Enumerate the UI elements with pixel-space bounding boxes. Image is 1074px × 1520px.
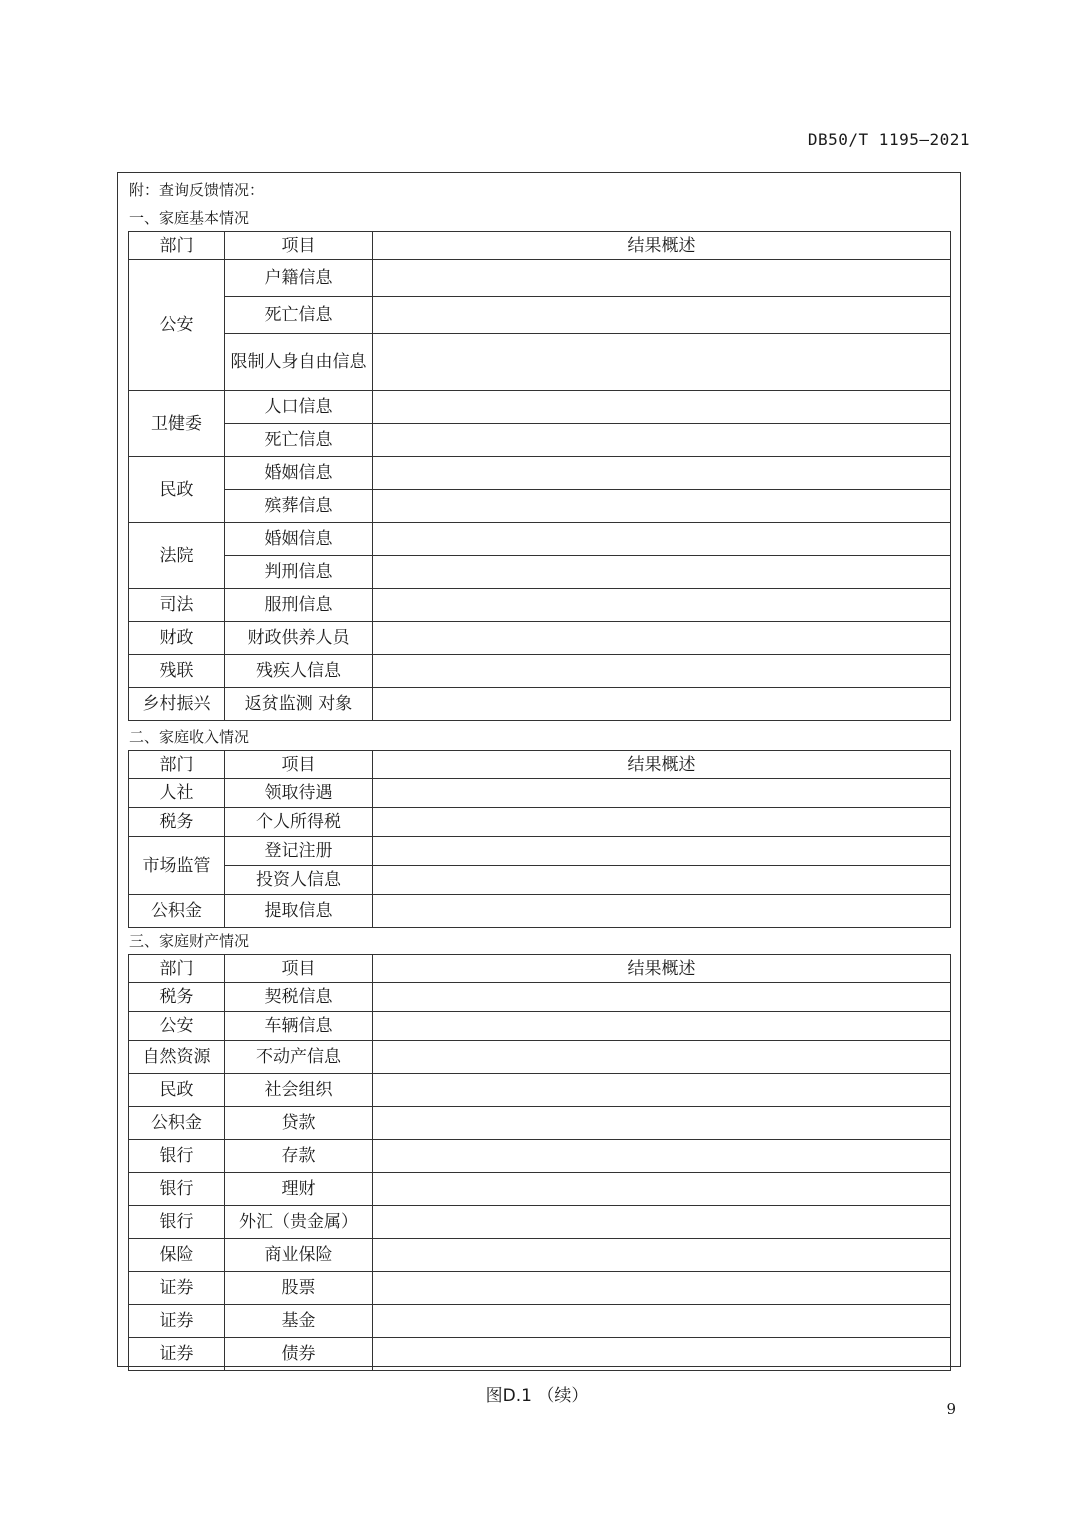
table-row xyxy=(129,589,951,622)
result-cell[interactable] xyxy=(373,490,951,523)
table-row xyxy=(129,1107,951,1140)
item-cell: 婚姻信息 xyxy=(225,523,373,556)
table-row xyxy=(129,1239,951,1272)
dept-cell: 银行 xyxy=(129,1173,225,1206)
table-row xyxy=(129,1206,951,1239)
dept-cell: 证券 xyxy=(129,1338,225,1371)
table-row xyxy=(129,457,951,490)
item-cell: 基金 xyxy=(225,1305,373,1338)
item-cell: 契税信息 xyxy=(225,983,373,1012)
dept-cell: 公安 xyxy=(129,1012,225,1041)
item-cell: 婚姻信息 xyxy=(225,457,373,490)
item-cell: 财政供养人员 xyxy=(225,622,373,655)
dept-cell: 民政 xyxy=(129,1074,225,1107)
table-row xyxy=(129,655,951,688)
section-title-income: 二、家庭收入情况 xyxy=(129,728,250,746)
item-cell: 服刑信息 xyxy=(225,589,373,622)
table-row xyxy=(129,1173,951,1206)
dept-cell: 卫健委 xyxy=(129,391,225,457)
item-cell: 判刑信息 xyxy=(225,556,373,589)
result-cell[interactable] xyxy=(373,983,951,1012)
item-cell: 债券 xyxy=(225,1338,373,1371)
result-cell[interactable] xyxy=(373,589,951,622)
table-row xyxy=(129,424,951,457)
standard-code: DB50/T 1195—2021 xyxy=(807,130,970,149)
table-row xyxy=(129,523,951,556)
item-cell: 商业保险 xyxy=(225,1239,373,1272)
table-row xyxy=(129,895,951,928)
dept-cell: 银行 xyxy=(129,1206,225,1239)
table-row xyxy=(129,391,951,424)
result-cell[interactable] xyxy=(373,1012,951,1041)
result-cell[interactable] xyxy=(373,837,951,866)
item-cell: 贷款 xyxy=(225,1107,373,1140)
dept-cell: 公安 xyxy=(129,260,225,391)
table-row xyxy=(129,1272,951,1305)
table-row xyxy=(129,1305,951,1338)
item-cell: 残疾人信息 xyxy=(225,655,373,688)
dept-cell: 司法 xyxy=(129,589,225,622)
result-cell[interactable] xyxy=(373,1239,951,1272)
dept-cell: 银行 xyxy=(129,1140,225,1173)
table-header-row xyxy=(129,955,951,983)
item-cell: 投资人信息 xyxy=(225,866,373,895)
result-cell[interactable] xyxy=(373,622,951,655)
dept-cell: 乡村振兴 xyxy=(129,688,225,721)
table-row xyxy=(129,556,951,589)
table-row xyxy=(129,1012,951,1041)
dept-cell: 市场监管 xyxy=(129,837,225,895)
table-row xyxy=(129,1074,951,1107)
result-cell[interactable] xyxy=(373,334,951,391)
table-header-row xyxy=(129,751,951,779)
dept-cell: 保险 xyxy=(129,1239,225,1272)
table-header-row xyxy=(129,232,951,260)
table-row xyxy=(129,1338,951,1371)
dept-cell: 税务 xyxy=(129,808,225,837)
attachment-title: 附：查询反馈情况： xyxy=(129,181,265,199)
result-cell[interactable] xyxy=(373,523,951,556)
item-cell: 限制人身自由信息 xyxy=(225,334,373,391)
result-cell[interactable] xyxy=(373,779,951,808)
item-cell: 死亡信息 xyxy=(225,297,373,334)
table-row xyxy=(129,1041,951,1074)
dept-cell: 法院 xyxy=(129,523,225,589)
result-cell[interactable] xyxy=(373,688,951,721)
result-cell[interactable] xyxy=(373,1206,951,1239)
dept-cell: 财政 xyxy=(129,622,225,655)
item-cell: 不动产信息 xyxy=(225,1041,373,1074)
item-cell: 个人所得税 xyxy=(225,808,373,837)
result-cell[interactable] xyxy=(373,866,951,895)
item-cell: 登记注册 xyxy=(225,837,373,866)
item-cell: 存款 xyxy=(225,1140,373,1173)
item-cell: 户籍信息 xyxy=(225,260,373,297)
page-number: 9 xyxy=(946,1400,956,1418)
item-cell: 返贫监测 对象 xyxy=(225,688,373,721)
dept-cell: 证券 xyxy=(129,1272,225,1305)
item-cell: 社会组织 xyxy=(225,1074,373,1107)
result-cell[interactable] xyxy=(373,1305,951,1338)
header-item: 项目 xyxy=(225,232,373,260)
header-result: 结果概述 xyxy=(373,751,951,779)
item-cell: 殡葬信息 xyxy=(225,490,373,523)
result-cell[interactable] xyxy=(373,655,951,688)
dept-cell: 公积金 xyxy=(129,1107,225,1140)
header-result: 结果概述 xyxy=(373,232,951,260)
result-cell[interactable] xyxy=(373,1173,951,1206)
feedback-form xyxy=(117,172,961,1367)
table-row xyxy=(129,622,951,655)
section-title-assets: 三、家庭财产情况 xyxy=(129,932,250,950)
dept-cell: 人社 xyxy=(129,779,225,808)
item-cell: 领取待遇 xyxy=(225,779,373,808)
dept-cell: 公积金 xyxy=(129,895,225,928)
table-row xyxy=(129,779,951,808)
header-result: 结果概述 xyxy=(373,955,951,983)
result-cell[interactable] xyxy=(373,556,951,589)
header-item: 项目 xyxy=(225,751,373,779)
result-cell[interactable] xyxy=(373,391,951,424)
result-cell[interactable] xyxy=(373,260,951,297)
table-row xyxy=(129,1140,951,1173)
table-assets xyxy=(128,954,951,1371)
result-cell[interactable] xyxy=(373,1041,951,1074)
result-cell[interactable] xyxy=(373,895,951,928)
dept-cell: 自然资源 xyxy=(129,1041,225,1074)
table-income xyxy=(128,750,951,928)
dept-cell: 残联 xyxy=(129,655,225,688)
item-cell: 理财 xyxy=(225,1173,373,1206)
header-item: 项目 xyxy=(225,955,373,983)
result-cell[interactable] xyxy=(373,1338,951,1371)
dept-cell: 民政 xyxy=(129,457,225,523)
result-cell[interactable] xyxy=(373,1140,951,1173)
table-row xyxy=(129,297,951,334)
table-row xyxy=(129,808,951,837)
item-cell: 车辆信息 xyxy=(225,1012,373,1041)
item-cell: 提取信息 xyxy=(225,895,373,928)
dept-cell: 税务 xyxy=(129,983,225,1012)
item-cell: 死亡信息 xyxy=(225,424,373,457)
table-row xyxy=(129,983,951,1012)
section-title-basic: 一、家庭基本情况 xyxy=(129,209,250,227)
result-cell[interactable] xyxy=(373,424,951,457)
result-cell[interactable] xyxy=(373,457,951,490)
table-row xyxy=(129,866,951,895)
result-cell[interactable] xyxy=(373,1107,951,1140)
header-dept: 部门 xyxy=(129,955,225,983)
figure-caption: 图D.1 （续） xyxy=(485,1386,589,1406)
table-row xyxy=(129,688,951,721)
result-cell[interactable] xyxy=(373,297,951,334)
result-cell[interactable] xyxy=(373,1272,951,1305)
table-row xyxy=(129,490,951,523)
header-dept: 部门 xyxy=(129,751,225,779)
item-cell: 外汇（贵金属） xyxy=(225,1206,373,1239)
item-cell: 股票 xyxy=(225,1272,373,1305)
result-cell[interactable] xyxy=(373,808,951,837)
table-row xyxy=(129,334,951,391)
item-cell: 人口信息 xyxy=(225,391,373,424)
header-dept: 部门 xyxy=(129,232,225,260)
result-cell[interactable] xyxy=(373,1074,951,1107)
dept-cell: 证券 xyxy=(129,1305,225,1338)
table-row xyxy=(129,837,951,866)
table-basic-info xyxy=(128,231,951,721)
table-row xyxy=(129,260,951,297)
